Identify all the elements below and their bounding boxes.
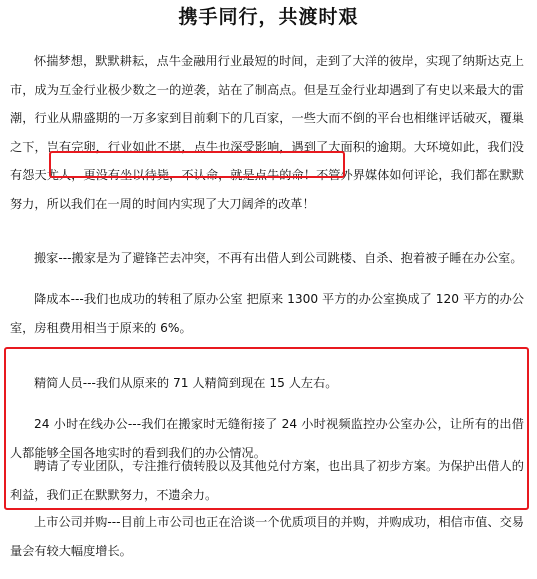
paragraph-moving: 搬家---搬家是为了避锋芒去冲突，不再有出借人到公司跳楼、自杀、抱着被子睡在办公室。: [34, 251, 523, 265]
paragraph-professional-team: 聘请了专业团队，专注推行债转股以及其他兑付方案，也出具了初步方案。为保护出借人的利益，我们正在默默努力，不遗余力。: [10, 459, 524, 502]
document-title: 携手同行，共渡时艰: [178, 6, 359, 28]
paragraph-merger: 上市公司并购---目前上市公司也正在洽谈一个优质项目的并购，并购成功，相信市值、交易量会有较大幅度增长。: [10, 515, 524, 558]
paragraph-online-office: 24 小时在线办公---我们在搬家时无缝衔接了 24 小时视频监控办公室办公，让所有的出借人都能够全国各地实时的看到我们的办公情况。: [10, 417, 524, 460]
paragraph-staff-reduction: 精简人员---我们从原来的 71 人精简到现在 15 人左右。: [34, 376, 338, 390]
paragraph-cost-reduction: 降成本---我们也成功的转租了原办公室 把原来 1300 平方的办公室换成了 120 平方的办公室，房租费用相当于原来的 6%。: [10, 292, 524, 335]
paragraph-intro: 怀揣梦想，默默耕耘，点牛金融用行业最短的时间，走到了大洋的彼岸，实现了纳斯达克上市，成为互金行业极少数之一的逆袭，站在了制高点。但是互金行业却遇到了有史以来最大的雷潮，行业从鼎盛期的一万多家到目前剩下的几百家，一些大而不倒的平台也相继评话破灭，覆巢之下，岂有完卵，行业如此不堪，点牛也深受影响，遇到了大面积的逾期。大环境如此，我们没有怨天尤人，更没有坐以待毙，不认命，就是点牛的命！不管外界媒体如何评论，我们都在默默努力，所以我们在一周的时间内实现了大刀阔斧的改革！: [10, 54, 524, 211]
